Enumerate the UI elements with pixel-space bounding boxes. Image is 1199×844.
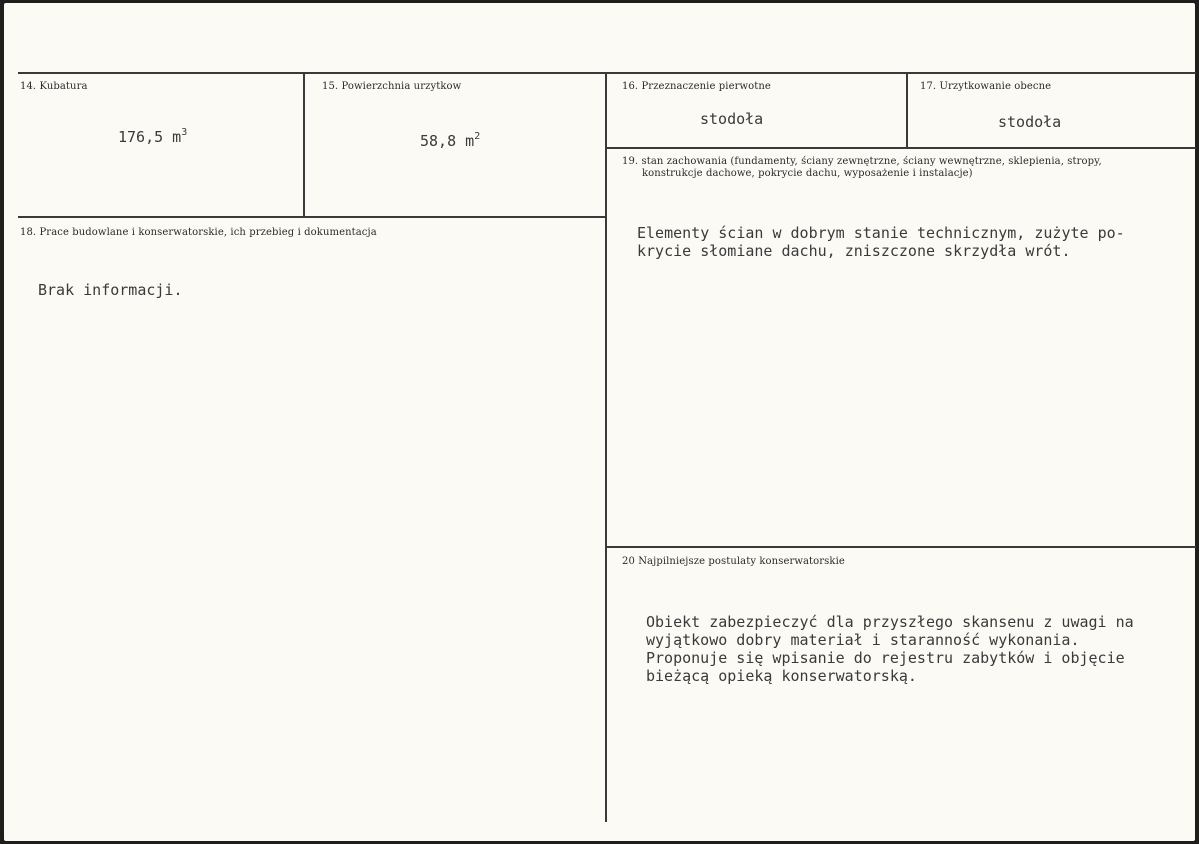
kubatura-label: 14. Kubatura [20, 81, 88, 92]
powierzchnia-label: 15. Powierzchnia urzytkow [322, 81, 462, 92]
row-divider-19 [607, 546, 1196, 548]
postulaty-text-line4: bieżącą opieką konserwatorską. [646, 667, 917, 685]
top-border [18, 72, 1196, 74]
divider-16-17 [906, 72, 908, 147]
row-divider-16 [607, 147, 1196, 149]
przeznaczenie-value: stodoła [700, 110, 764, 128]
prace-value: Brak informacji. [38, 281, 183, 299]
stan-text-line1: Elementy ścian w dobrym stanie technicznym, zużyte po- [637, 224, 1125, 242]
postulaty-label: 20 Najpilniejsze postulaty konserwatorskie [622, 556, 845, 567]
stan-label-line2: konstrukcje dachowe, pokrycie dachu, wyposażenie i instalacje) [642, 168, 973, 179]
powierzchnia-exponent: 2 [474, 131, 481, 142]
prace-label: 18. Prace budowlane i konserwatorskie, ich przebieg i dokumentacja [20, 227, 377, 238]
kubatura-value [118, 128, 187, 147]
urzytkowanie-label: 17. Urzytkowanie obecne [920, 81, 1052, 92]
postulaty-text-line3: Proponuje się wpisanie do rejestru zabytków i objęcie [646, 649, 1125, 667]
kubatura-number: 176,5 m [118, 128, 182, 146]
row-divider-left [18, 216, 605, 218]
urzytkowanie-value: stodoła [998, 113, 1062, 131]
postulaty-text-line1: Obiekt zabezpieczyć dla przyszłego skansenu z uwagi na [646, 613, 1134, 631]
postulaty-text-line2: wyjątkowo dobry materiał i staranność wykonania. [646, 631, 1080, 649]
przeznaczenie-label: 16. Przeznaczenie pierwotne [622, 81, 771, 92]
stan-label-line1: 19. stan zachowania (fundamenty, ściany zewnętrzne, ściany wewnętrzne, sklepienia, stropy, [622, 156, 1102, 167]
powierzchnia-number: 58,8 m [420, 132, 475, 150]
divider-14-15 [303, 72, 305, 217]
center-divider [605, 72, 607, 822]
powierzchnia-value [420, 132, 480, 151]
stan-text-line2: krycie słomiane dachu, zniszczone skrzydła wrót. [637, 242, 1071, 260]
kubatura-exponent: 3 [181, 127, 188, 138]
